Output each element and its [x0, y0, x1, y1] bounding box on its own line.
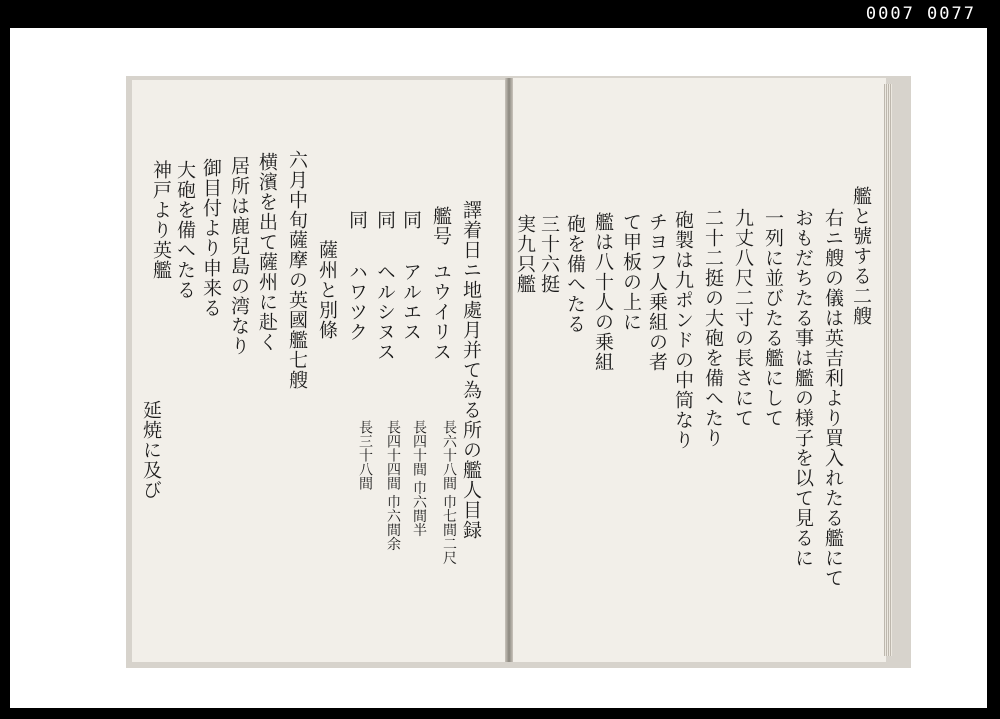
ship-name-2: アルエス: [400, 262, 422, 342]
right-col-7: 砲製は九ポンドの中筒なり: [672, 210, 694, 450]
right-col-13: 実九只艦: [514, 214, 536, 294]
list-header: 譯着日ニ地處月并て為る所の艦人目録: [460, 200, 482, 540]
left-col-3: 居所は鹿兒島の湾なり: [228, 156, 250, 356]
frame-id: 0007 0077: [865, 4, 976, 24]
left-col-5: 大砲を備へたる: [174, 160, 196, 300]
left-col-6: 神戸より英艦: [150, 160, 172, 280]
left-col-7: 延焼に及び: [140, 400, 162, 500]
right-col-10: 艦は八十人の乗組: [592, 212, 614, 372]
ship-label-3: 同: [374, 210, 396, 230]
ship-name-1: ユウイリス: [430, 262, 452, 362]
page-edges: [884, 84, 892, 656]
section-title: 薩州と別條: [316, 240, 338, 340]
ship-note-3: 長四十四間 巾六間余: [385, 420, 401, 551]
book-gutter: [505, 78, 513, 662]
ship-label-1: 艦号: [430, 206, 452, 246]
left-col-1: 六月中旬薩摩の英國艦七艘: [286, 150, 308, 390]
ship-note-1: 長六十八間 巾七間二尺: [441, 420, 457, 565]
right-col-2: 右ニ艘の儀は英吉利より買入れたる艦にて: [822, 208, 844, 588]
right-col-9: て甲板の上に: [620, 212, 642, 332]
right-col-8: チヨフ人乗組の者: [646, 212, 668, 372]
ship-note-2: 長四十間 巾六間半: [411, 420, 427, 537]
right-col-11: 砲を備へたる: [564, 214, 586, 334]
ship-name-4: ハワツク: [346, 262, 368, 342]
left-col-2: 横濱を出て薩州に赴く: [256, 152, 278, 352]
ship-note-4: 長三十八間: [357, 420, 373, 490]
ship-label-4: 同: [346, 210, 368, 230]
ship-label-2: 同: [400, 210, 422, 230]
right-col-5: 九丈八尺二寸の長さにて: [732, 208, 754, 428]
right-col-3: おもだちたる事は艦の様子を以て見るに: [792, 208, 814, 568]
right-col-6: 二十二挺の大砲を備へたり: [702, 208, 724, 448]
right-col-12: 三十六挺: [538, 214, 560, 294]
right-col-1: 艦と號する二艘: [850, 186, 872, 326]
right-col-4: 一列に並びたる艦にして: [762, 208, 784, 428]
ship-name-3: ヘルシヌス: [374, 262, 396, 362]
left-col-4: 御目付より申来る: [200, 158, 222, 318]
